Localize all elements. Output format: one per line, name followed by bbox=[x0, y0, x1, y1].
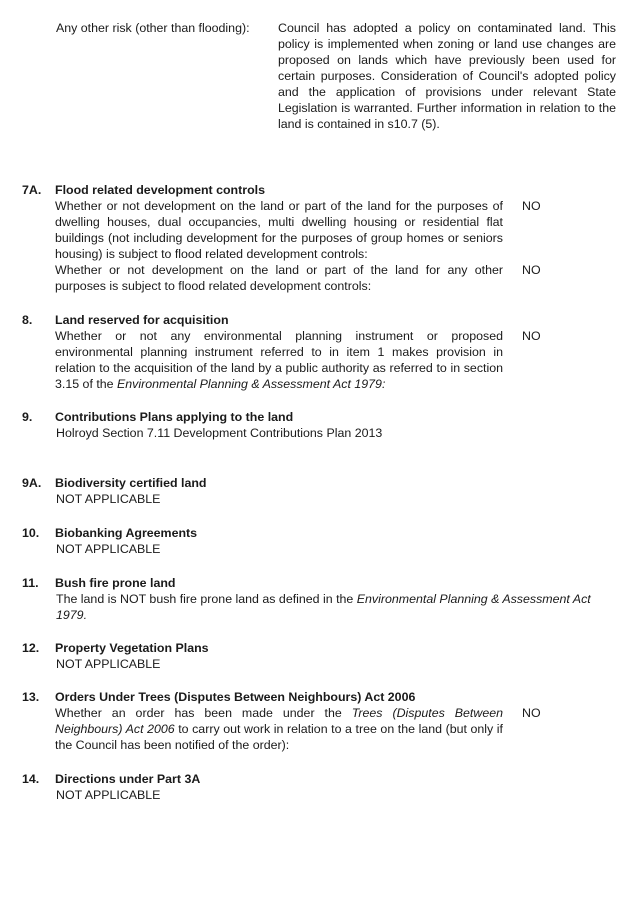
act-name: Environmental Planning & Assessment Act 1979. bbox=[56, 592, 591, 622]
section-9a bbox=[22, 475, 622, 507]
section-title: Bush fire prone land bbox=[55, 576, 176, 590]
question-text bbox=[55, 705, 503, 753]
question-row bbox=[55, 262, 622, 294]
section-text: NOT APPLICABLE bbox=[56, 492, 161, 506]
section-number: 12. bbox=[22, 641, 40, 655]
section-13 bbox=[22, 689, 622, 753]
section-number: 7A. bbox=[22, 183, 42, 197]
section-14 bbox=[22, 771, 622, 803]
section-title: Biobanking Agreements bbox=[55, 526, 198, 540]
act-name: Trees (Disputes Between Neighbours) Act 2006 bbox=[55, 706, 503, 736]
act-name: Environmental Planning & Assessment Act 1979: bbox=[117, 377, 386, 391]
question-text bbox=[55, 328, 503, 392]
question-text-start: Whether or not any environmental planning instrument or proposed environmental planning instrument referred to in item 1 makes provision in relation to the acquisition of the land by a public authority as referred to in section 3.15 of the bbox=[55, 329, 503, 391]
section-number: 11. bbox=[22, 576, 39, 590]
section-number: 13. bbox=[22, 690, 40, 704]
section-title: Biodiversity certified land bbox=[55, 476, 207, 490]
question-text-start: Whether an order has been made under the bbox=[55, 706, 352, 720]
section-8 bbox=[22, 312, 622, 392]
other-risk-text: Council has adopted a policy on contaminated land. This policy is implemented when zoning or land use changes are proposed on lands which have previously been used for certain purposes. Consideration of Council's adopted policy and the application of provisions under relevant State Legislation is warranted. Further information in relation to the land is contained in s10.7 (5). bbox=[278, 21, 616, 131]
answer-value: NO bbox=[522, 199, 541, 213]
section-number: 10. bbox=[22, 526, 40, 540]
question-row bbox=[55, 198, 622, 262]
question-row bbox=[55, 328, 622, 392]
section-text: Holroyd Section 7.11 Development Contributions Plan 2013 bbox=[56, 426, 383, 440]
section-text-start: The land is NOT bush fire prone land as defined in the bbox=[56, 592, 357, 606]
section-title: Land reserved for acquisition bbox=[55, 313, 229, 327]
section-title: Contributions Plans applying to the land bbox=[55, 410, 294, 424]
question-row bbox=[55, 705, 622, 753]
section-number: 9. bbox=[22, 410, 33, 424]
section-title: Flood related development controls bbox=[55, 183, 265, 197]
section-11 bbox=[22, 575, 622, 623]
question-text: Whether or not development on the land or part of the land for the purposes of dwelling houses, dual occupancies, multi dwelling housing or residential flat buildings (not including development for the purposes of group homes or seniors housing) is subject to flood related development controls: bbox=[55, 199, 503, 261]
section-title: Orders Under Trees (Disputes Between Neighbours) Act 2006 bbox=[55, 690, 416, 704]
section-title: Property Vegetation Plans bbox=[55, 641, 209, 655]
other-risk-label: Any other risk (other than flooding): bbox=[56, 21, 250, 35]
section-number: 8. bbox=[22, 313, 33, 327]
answer-value: NO bbox=[522, 329, 541, 343]
answer-value: NO bbox=[522, 263, 541, 277]
section-title: Directions under Part 3A bbox=[55, 772, 201, 786]
section-text: NOT APPLICABLE bbox=[56, 542, 161, 556]
section-10 bbox=[22, 525, 622, 557]
section-12 bbox=[22, 640, 622, 672]
section-text: NOT APPLICABLE bbox=[56, 657, 161, 671]
section-number: 9A. bbox=[22, 476, 42, 490]
question-text: Whether or not development on the land or part of the land for any other purposes is subject to flood related development controls: bbox=[55, 263, 503, 293]
answer-value: NO bbox=[522, 706, 541, 720]
section-text: NOT APPLICABLE bbox=[56, 788, 161, 802]
question-text-end: to carry out work in relation to a tree on the land (but only if the Council has been notified of the order): bbox=[55, 722, 503, 752]
section-9 bbox=[22, 409, 622, 441]
section-text bbox=[56, 591, 612, 623]
section-number: 14. bbox=[22, 772, 40, 786]
section-7a bbox=[22, 182, 622, 294]
